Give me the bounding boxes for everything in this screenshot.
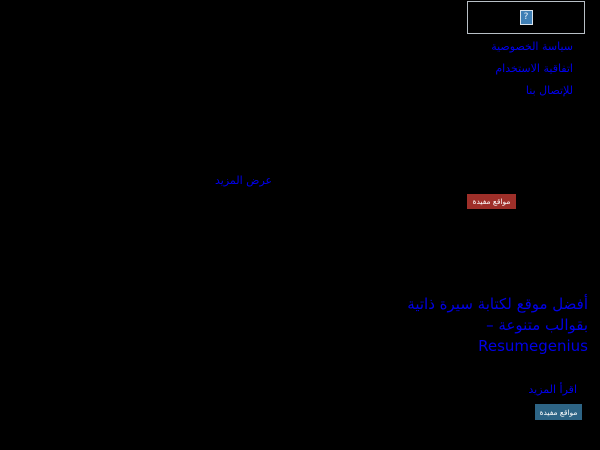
category-badge-useful-sites-red[interactable]: مواقع مفيدة <box>467 194 516 209</box>
show-more-link[interactable]: عرض المزيد <box>215 174 273 187</box>
footer-link-contact-us[interactable]: للإتصال بنا <box>525 84 573 97</box>
article-title-link[interactable]: أفضل موقع لكتابة سيرة ذاتية بقوالب متنوعة – Resumegenius <box>407 295 588 355</box>
footer-link-terms-of-use[interactable]: اتفاقية الاستخدام <box>495 62 573 75</box>
category-badge-useful-sites-blue[interactable]: مواقع مفيدة <box>535 404 582 420</box>
footer-link-privacy-policy[interactable]: سياسة الخصوصية <box>491 40 573 53</box>
read-more-link[interactable]: اقرأ المزيد <box>528 383 577 396</box>
image-placeholder-box <box>467 1 585 34</box>
broken-image-icon: ? <box>520 10 533 25</box>
